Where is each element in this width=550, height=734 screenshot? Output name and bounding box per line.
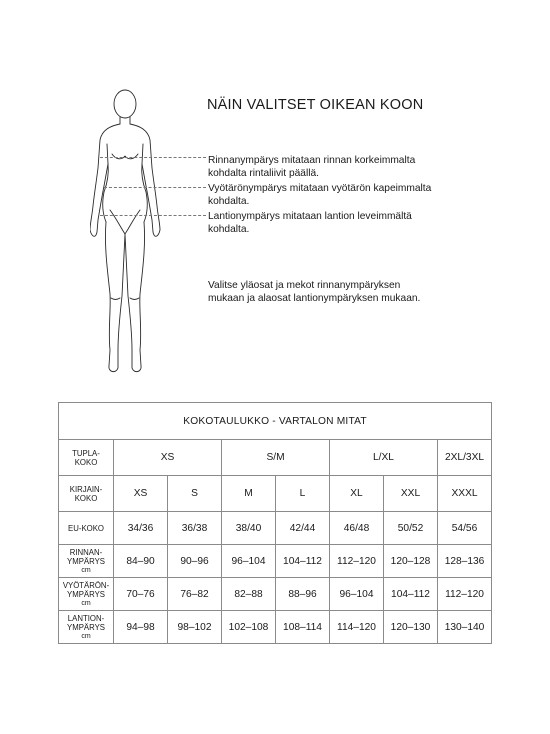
table-cell: 104–112 [384,578,438,611]
hip-note-line: Lantionympärys mitataan lantion leveimmältä [208,211,412,222]
size-advice-note [208,279,420,305]
row-label-hip [59,611,114,644]
double-size-s-m: S/M [222,440,330,476]
table-cell: 114–120 [330,611,384,644]
advice-line: mukaan ja alaosat lantionympäryksen mukaan. [208,293,421,304]
table-cell: L [276,476,330,512]
hip-guide-line [100,215,206,216]
table-cell: 76–82 [168,578,222,611]
bust-row [59,545,492,578]
bust-note-line: kohdalta rintaliivit päällä. [208,168,319,179]
table-cell: 82–88 [222,578,276,611]
hip-row [59,611,492,644]
row-label-unit: cm [81,632,91,640]
table-cell: 108–114 [276,611,330,644]
table-cell: 102–108 [222,611,276,644]
eu-size-row [59,512,492,545]
table-cell: XXXL [438,476,492,512]
table-cell: 42/44 [276,512,330,545]
row-label-line: KIRJAIN- [69,484,103,494]
hip-note-line: kohdalta. [208,224,250,235]
row-label-eu-size [59,512,114,545]
table-cell: 84–90 [114,545,168,578]
row-label-letter-size [59,476,114,512]
table-cell: 96–104 [222,545,276,578]
table-cell: 90–96 [168,545,222,578]
double-size-l-xl: L/XL [330,440,438,476]
bust-guide-line [100,157,206,158]
row-label-line: EU-KOKO [68,523,104,533]
row-label-line: VYÖTÄRÖN- [62,580,110,590]
table-cell: M [222,476,276,512]
row-label-unit: cm [81,566,91,574]
table-cell: 88–96 [276,578,330,611]
double-size-2xl-3xl: 2XL/3XL [438,440,492,476]
row-label-double-size [59,440,114,476]
double-size-row [59,440,492,476]
table-cell: 120–128 [384,545,438,578]
bust-note-line: Rinnanympärys mitataan rinnan korkeimmalta [208,155,416,166]
row-label-bust [59,545,114,578]
waist-note-line: kohdalta. [208,196,250,207]
waist-guide-line [104,187,206,188]
table-cell: 38/40 [222,512,276,545]
table-cell: 46/48 [330,512,384,545]
table-cell: 54/56 [438,512,492,545]
row-label-line: YMPÄRYS [67,589,105,599]
table-cell: 130–140 [438,611,492,644]
waist-note-line: Vyötärönympärys mitataan vyötärön kapeimmalta [208,183,432,194]
letter-size-row [59,476,492,512]
row-label-unit: cm [81,599,91,607]
row-label-line: YMPÄRYS [67,622,105,632]
row-label-line: KOKO [74,493,98,503]
table-cell: 120–130 [384,611,438,644]
table-title-row [59,403,492,440]
table-cell: 98–102 [168,611,222,644]
table-title: KOKOTAULUKKO - VARTALON MITAT [59,403,492,440]
table-cell: S [168,476,222,512]
row-label-line: YMPÄRYS [67,556,105,566]
table-cell: 96–104 [330,578,384,611]
bust-note [208,154,415,180]
table-cell: 36/38 [168,512,222,545]
waist-row [59,578,492,611]
table-cell: 50/52 [384,512,438,545]
table-cell: XS [114,476,168,512]
size-chart-table [58,402,492,644]
table-cell: 104–112 [276,545,330,578]
body-figure-illustration [90,88,200,378]
table-cell: 128–136 [438,545,492,578]
table-cell: 112–120 [438,578,492,611]
advice-line: Valitse yläosat ja mekot rinnanympäryksen [208,280,401,291]
waist-note [208,182,431,208]
table-cell: XL [330,476,384,512]
row-label-line: LANTION- [67,613,105,623]
table-cell: 34/36 [114,512,168,545]
table-cell: 94–98 [114,611,168,644]
row-label-waist [59,578,114,611]
double-size-xs: XS [114,440,222,476]
table-cell: XXL [384,476,438,512]
page-heading: NÄIN VALITSET OIKEAN KOON [207,97,424,113]
table-cell: 70–76 [114,578,168,611]
table-cell: 112–120 [330,545,384,578]
hip-note [208,210,412,236]
row-label-line: TUPLA- [72,448,100,458]
row-label-line: RINNAN- [69,547,103,557]
row-label-line: KOKO [74,457,98,467]
